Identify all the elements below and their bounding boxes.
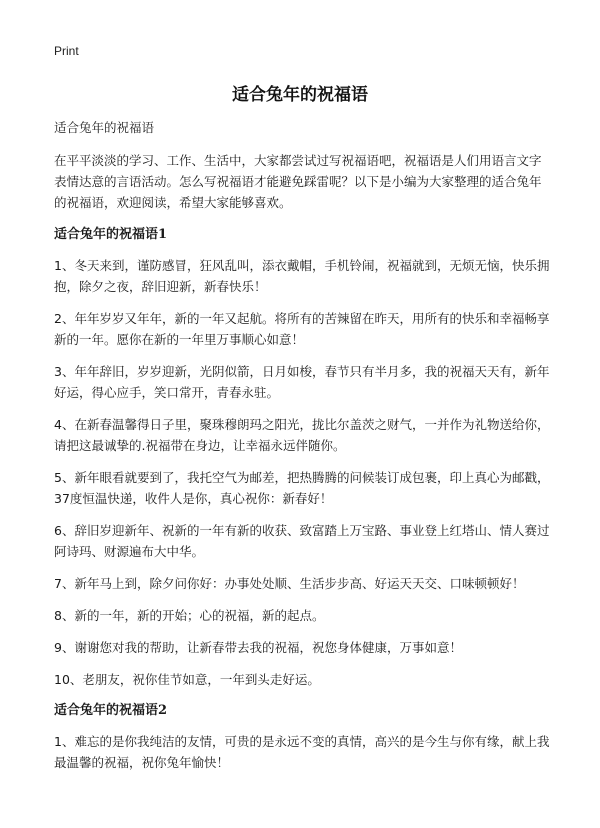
page-title: 适合兔年的祝福语	[232, 85, 368, 105]
intro-paragraph: 在平平淡淡的学习、工作、生活中，大家都尝试过写祝福语吧，祝福语是人们用语言文字表情达意的言语活动。怎么写祝福语才能避免踩雷呢？以下是小编为大家整理的适合兔年的祝福语，欢迎阅读，希望大家能够喜欢。	[54, 153, 542, 210]
wish-item: 3、年年辞旧，岁岁迎新，光阴似箭，日月如梭，春节只有半月多，我的祝福天天有，新年好运，得心应手，笑口常开，青春永驻。	[54, 364, 550, 400]
wish-item: 5、新年眼看就要到了，我托空气为邮差，把热腾腾的问候装订成包裹，印上真心为邮戳，37度恒温快递，收件人是你，真心祝你：新春好！	[54, 470, 550, 506]
wish-item: 9、谢谢您对我的帮助，让新春带去我的祝福，祝您身体健康，万事如意！	[54, 640, 462, 655]
wish-item: 8、新的一年，新的开始；心的祝福，新的起点。	[54, 608, 325, 623]
wish-item: 7、新年马上到，除夕问你好：办事处处顺、生活步步高、好运天天交、口味顿顿好！	[54, 576, 525, 591]
section-2	[54, 701, 550, 773]
wish-item: 4、在新春温馨得日子里，聚珠穆朗玛之阳光，拢比尔盖茨之财气，一并作为礼物送给你，请把这最诚挚的.祝福带在身边，让幸福永远伴随你。	[54, 417, 550, 453]
section-heading: 适合兔年的祝福语1	[54, 227, 168, 242]
section-1	[54, 225, 550, 690]
wish-item: 1、冬天来到，谨防感冒，狂风乱叫，添衣戴帽，手机铃闹，祝福就到，无烦无恼，快乐拥抱，除夕之夜，辞旧迎新，新春快乐！	[54, 258, 550, 294]
wish-item: 6、辞旧岁迎新年、祝新的一年有新的收获、致富踏上万宝路、事业登上红塔山、情人赛过阿诗玛、财源遍布大中华。	[54, 523, 550, 559]
print-label[interactable]: Print	[54, 44, 79, 58]
document-body	[54, 118, 550, 784]
section-heading: 适合兔年的祝福语2	[54, 703, 168, 718]
wish-item: 2、年年岁岁又年年，新的一年又起航。将所有的苦辣留在昨天，用所有的快乐和幸福畅享新的一年。愿你在新的一年里万事顺心如意！	[54, 311, 550, 347]
document-subtitle: 适合兔年的祝福语	[54, 120, 155, 135]
wish-item: 1、难忘的是你我纯洁的友情，可贵的是永远不变的真情，高兴的是今生与你有缘，献上我最温馨的祝福，祝你兔年愉快！	[54, 734, 550, 770]
wish-item: 10、老朋友，祝你佳节如意，一年到头走好运。	[54, 672, 320, 687]
